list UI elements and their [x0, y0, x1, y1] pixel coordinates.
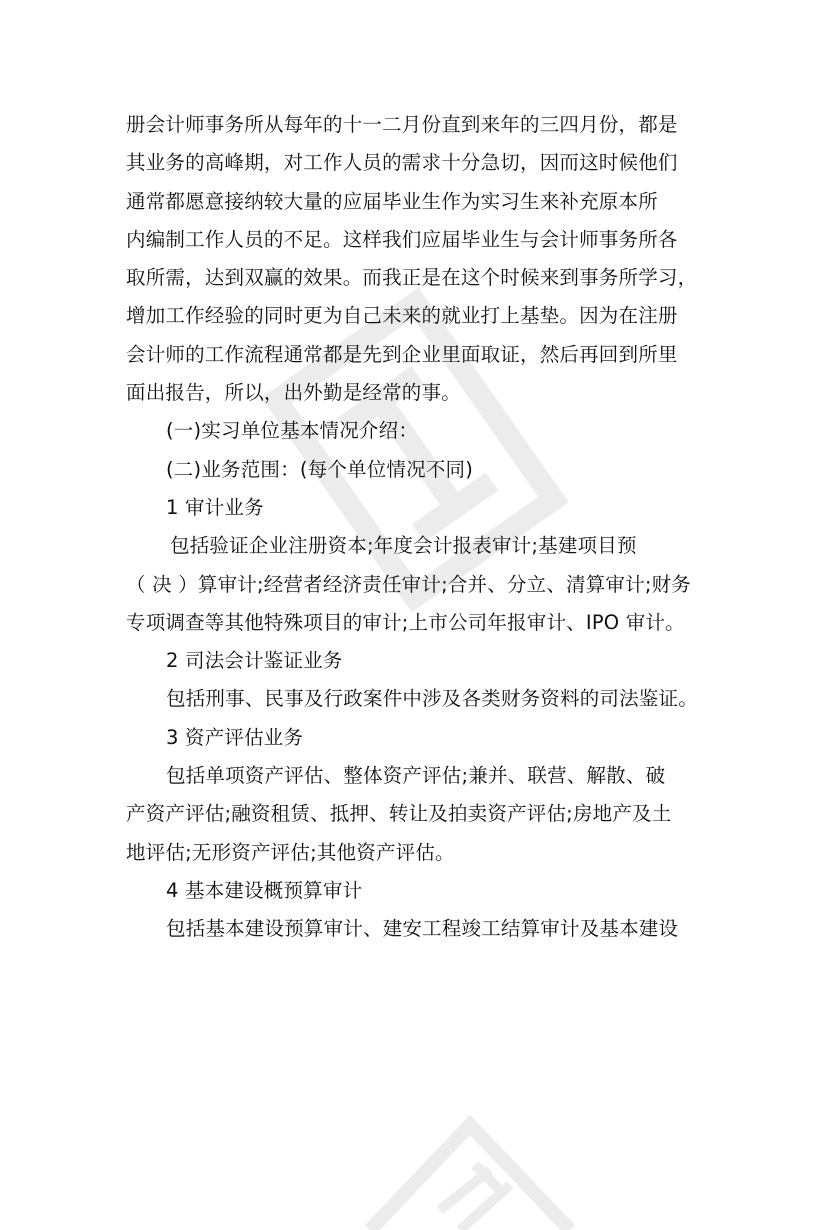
- paragraph-line: 专项调查等其他特殊项目的审计;上市公司年报审计、IPO 审计。: [126, 610, 685, 634]
- subheading-construction-budget: 4 基本建设概预算审计: [166, 878, 363, 902]
- paragraph-line: 地评估;无形资产评估;其他资产评估。: [126, 840, 455, 864]
- watermark-icon: [360, 1110, 580, 1230]
- paragraph-line: 会计师的工作流程通常都是先到企业里面取证，然后再回到所里: [126, 342, 678, 366]
- paragraph-line: （ 决 ）算审计;经营者经济责任审计;合并、分立、清算审计;财务: [126, 572, 692, 596]
- paragraph-line: 包括验证企业注册资本;年度会计报表审计;基建项目预: [170, 534, 637, 558]
- paragraph-line: 内编制工作人员的不足。这样我们应届毕业生与会计师事务所各: [126, 227, 678, 251]
- subheading-audit: 1 审计业务: [166, 495, 264, 519]
- paragraph-line: 产资产评估;融资租赁、抵押、转让及拍卖资产评估;房地产及土: [126, 802, 672, 826]
- paragraph-line: 取所需，达到双赢的效果。而我正是在这个时候来到事务所学习，: [126, 266, 698, 290]
- document-body: [126, 106, 714, 949]
- paragraph-line: 增加工作经验的同时更为自己未来的就业打上基垫。因为在注册: [126, 304, 678, 328]
- section-heading-2: (二)业务范围：(每个单位情况不同): [166, 457, 474, 481]
- paragraph-line: 其业务的高峰期，对工作人员的需求十分急切，因而这时候他们: [126, 151, 678, 175]
- paragraph-line: 通常都愿意接纳较大量的应届毕业生作为实习生来补充原本所: [126, 189, 658, 213]
- section-heading-1: (一)实习单位基本情况介绍：: [166, 419, 419, 443]
- subheading-judicial: 2 司法会计鉴证业务: [166, 649, 343, 673]
- paragraph-line: 册会计师事务所从每年的十一二月份直到来年的三四月份，都是: [126, 113, 678, 136]
- paragraph-line: 面出报告，所以，出外勤是经常的事。: [126, 381, 461, 405]
- subheading-asset-valuation: 3 资产评估业务: [166, 725, 304, 749]
- paragraph-line: 包括单项资产评估、整体资产评估;兼并、联营、解散、破: [166, 764, 666, 788]
- paragraph-line: 包括基本建设预算审计、建安工程竣工结算审计及基本建设: [166, 917, 679, 941]
- paragraph-line: 包括刑事、民事及行政案件中涉及各类财务资料的司法鉴证。: [166, 687, 698, 711]
